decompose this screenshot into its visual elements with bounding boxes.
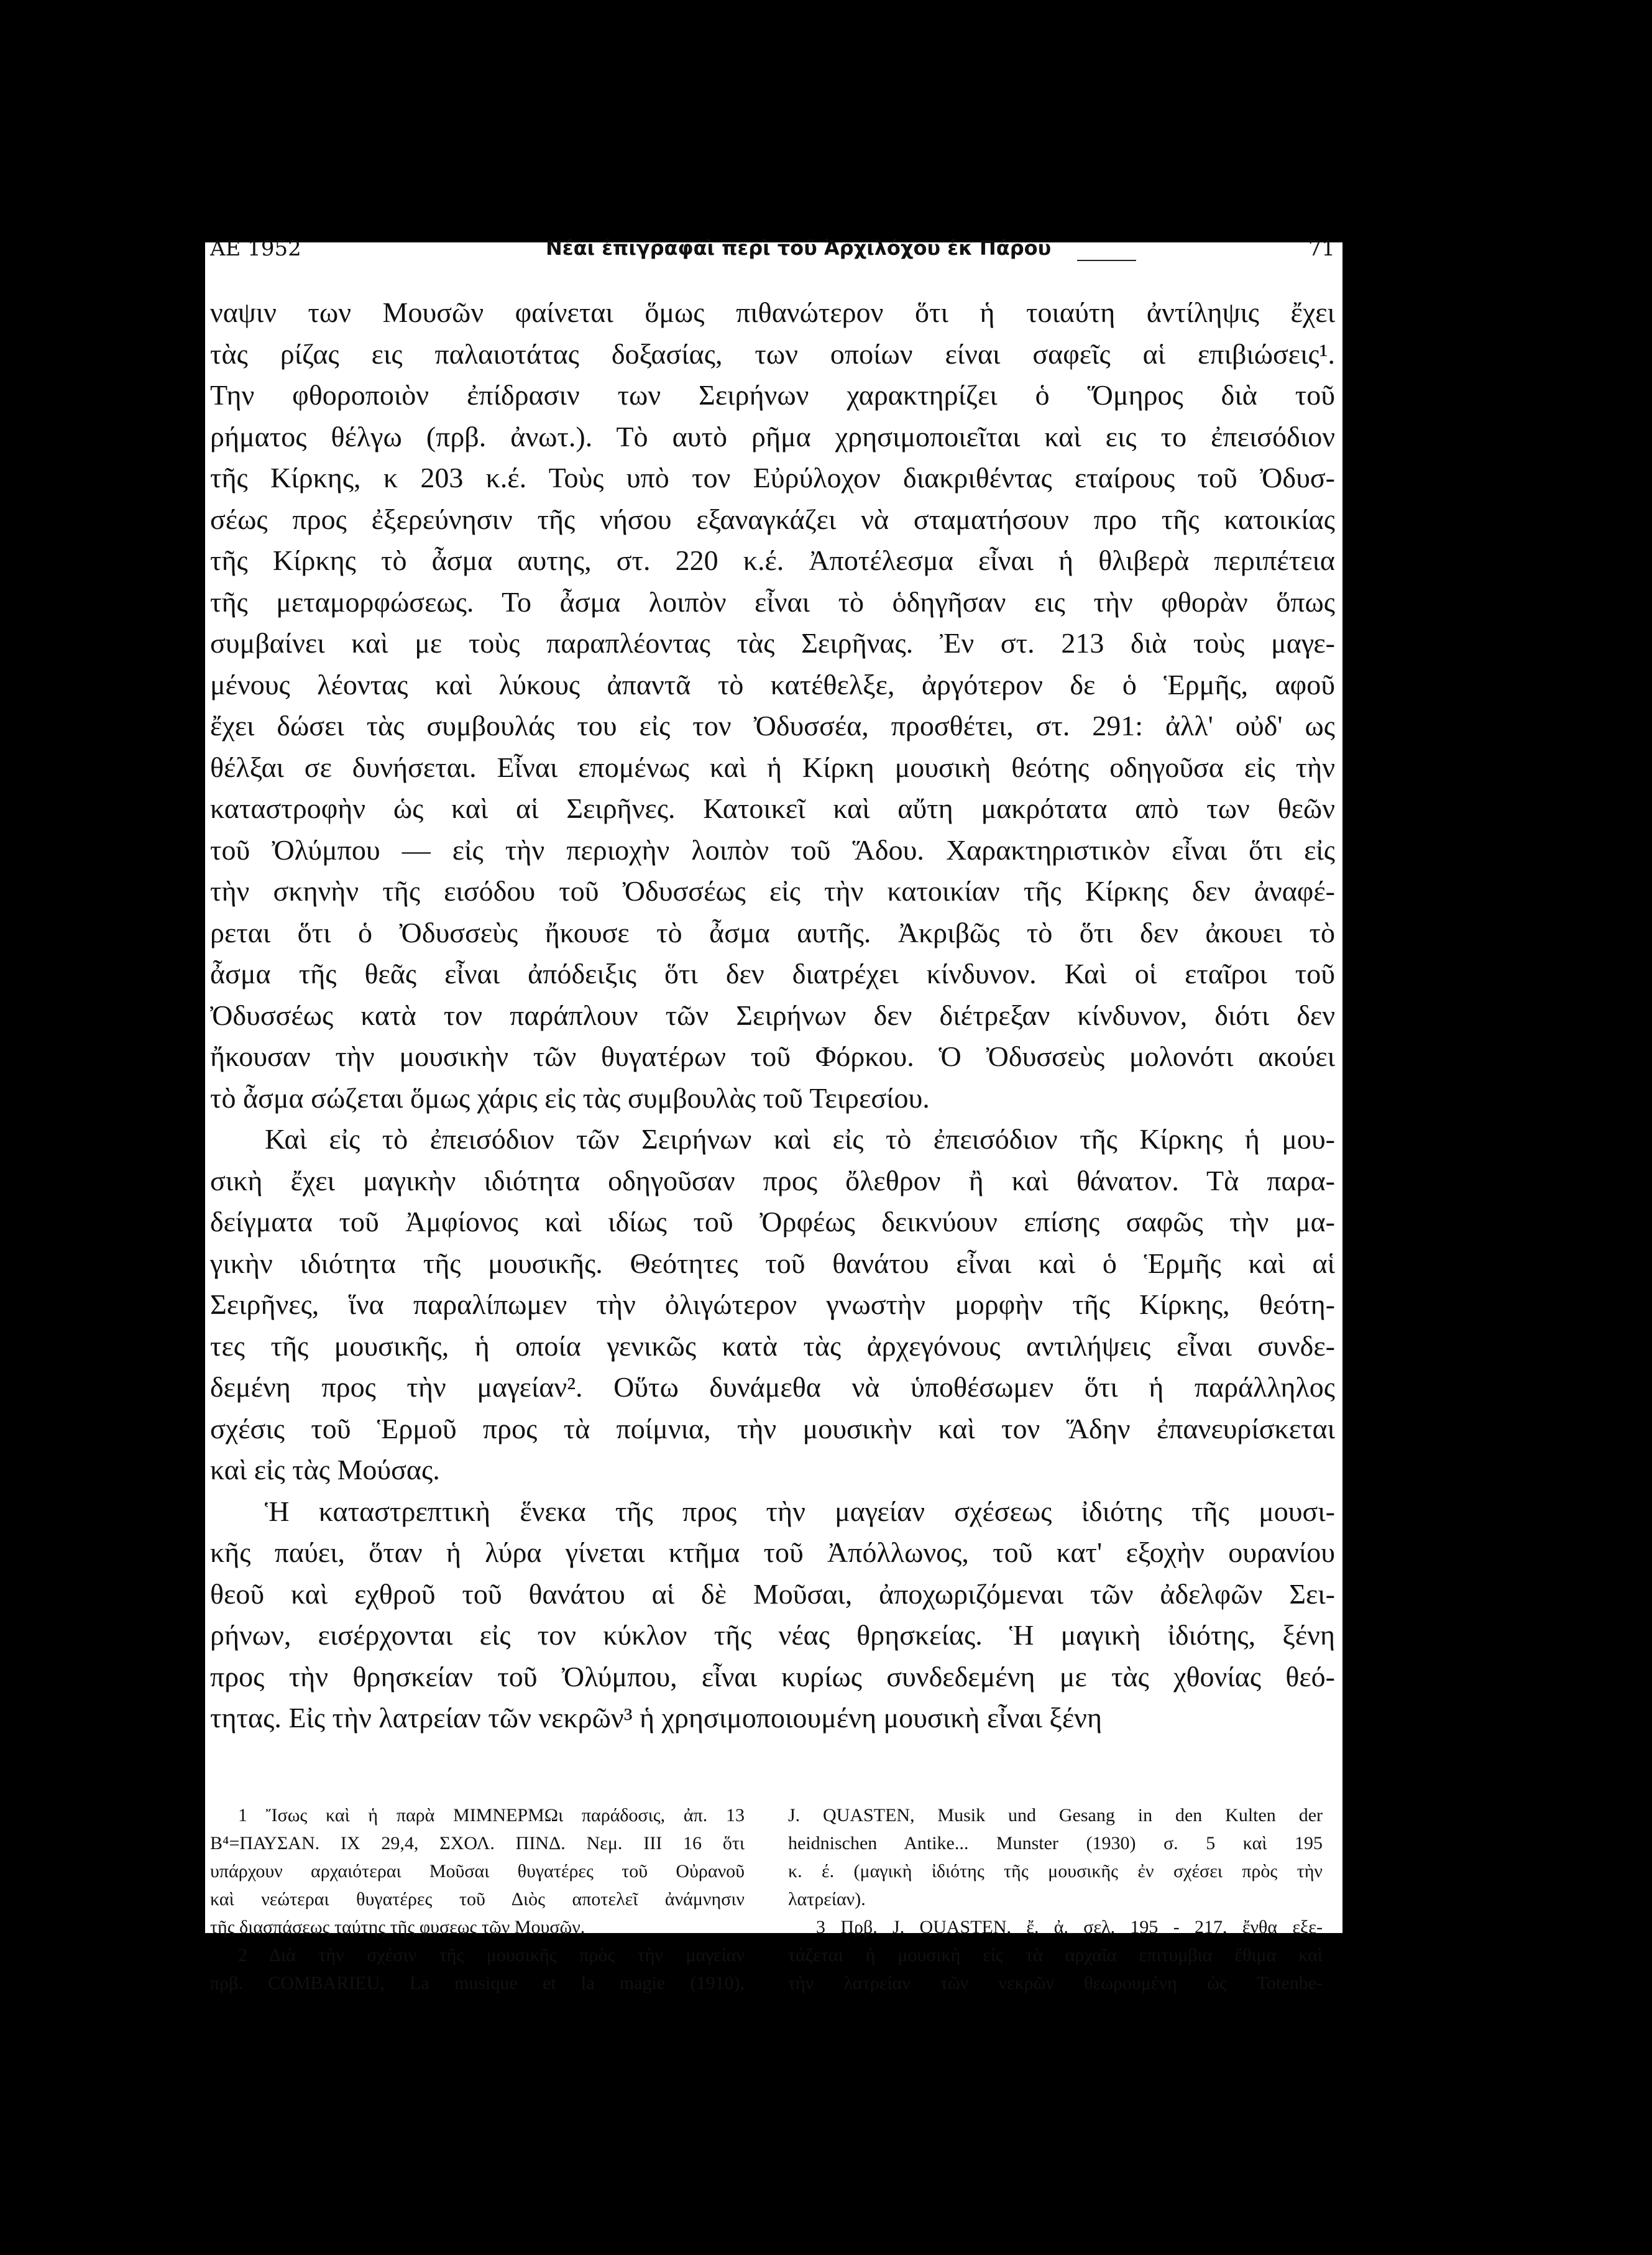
body-line: Ὀδυσσέως κατὰ τον παράπλουν τῶν Σειρήνων δεν διέτρεξαν κίνδυνον, διότι δεν [210, 999, 1335, 1031]
body-line: ρήνων, εισέρχονται εἰς τον κύκλον τῆς νέας θρησκείας. Ἡ μαγικὴ ἰδιότης, ξένη [210, 1619, 1335, 1651]
footnote-line: B⁴=ΠΑΥΣΑΝ. IX 29,4, ΣΧΟΛ. ΠΙΝΔ. Νεμ. III 16 ὅτι [210, 1833, 745, 1853]
body-line: ἔχει δώσει τὰς συμβουλάς του εἰς τον Ὀδυσσέα, προσθέτει, στ. 291: ἀλλ' οὐδ' ως [210, 710, 1335, 742]
body-line: τες τῆς μουσικῆς, ἡ οποία γενικῶς κατὰ τὰς ἀρχεγόνους αντιλήψεις εἶναι συνδε- [210, 1330, 1335, 1362]
footnote-line: πρβ. COMBARIEU, La musique et la magie (1910), [210, 1973, 745, 1993]
footnote-line: 1 Ἴσως καὶ ἡ παρὰ ΜΙΜΝΕΡΜΩι παράδοσις, ἀπ. 13 [238, 1805, 745, 1826]
body-line: γικὴν ιδιότητα τῆς μουσικῆς. Θεότητες τοῦ θανάτου εἶναι καὶ ὁ Ἑρμῆς καὶ αἱ [210, 1247, 1335, 1279]
body-line: Την φθοροποιὸν ἐπίδρασιν των Σειρήνων χαρακτηρίζει ὁ Ὅμηρος διὰ τοῦ [210, 379, 1335, 411]
journal-reference: ΑΕ 1952 [210, 236, 301, 261]
footnote-line: καὶ νεώτεραι θυγατέρες τοῦ Διὸς αποτελεῖ ἀνάμνησιν [210, 1889, 745, 1909]
footnote-line: κ. έ. (μαγικὴ ἰδιότης τῆς μουσικῆς ἐν σχέσει πρὸς τὴν [788, 1861, 1323, 1881]
body-line: δεμένη προς τὴν μαγείαν². Οὕτω δυνάμεθα νὰ ὑποθέσωμεν ὅτι ἡ παράλληλος [210, 1371, 1335, 1403]
body-line: σέως προς ἐξερεύνησιν τῆς νήσου εξαναγκάζει νὰ σταματήσουν προ τῆς κατοικίας [210, 503, 1335, 535]
body-line: τὰς ρίζας εις παλαιοτάτας δοξασίας, των οποίων είναι σαφεῖς αἱ επιβιώσεις¹. [210, 338, 1335, 370]
footnote-line: τάζεται ἡ μουσικὴ εἰς τὰ αρχαῖα επιτυμβια ἔθιμα καὶ [788, 1945, 1323, 1965]
footnote-line: λατρείαν). [788, 1889, 866, 1909]
body-line: ἆσμα τῆς θεᾶς εἶναι ἀπόδειξις ὅτι δεν διατρέχει κίνδυνον. Καὶ οἱ εταῖροι τοῦ [210, 958, 1335, 990]
footnote-line: J. QUASTEN, Musik und Gesang in den Kulten der [788, 1805, 1323, 1826]
body-line: καταστροφὴν ὡς καὶ αἱ Σειρῆνες. Κατοικεῖ καὶ αὔτη μακρότατα απὸ των θεῶν [210, 792, 1335, 824]
body-line: ρήματος θέλγω (πρβ. ἀνωτ.). Τὸ αυτὸ ρῆμα χρησιμοποιεῖται καὶ εις το ἐπεισόδιον [210, 420, 1335, 452]
body-text [210, 292, 1335, 1739]
running-title: Νέαι ἐπιγραφαὶ περὶ τοῦ Ἀρχιλόχου ἐκ Πάρου [546, 236, 1052, 260]
body-line: ρεται ὅτι ὁ Ὀδυσσεὺς ἤκουσε τὸ ἆσμα αυτῆς. Ἀκριβῶς τὸ ὅτι δεν ἀκουει τὸ [210, 916, 1335, 948]
running-header [210, 236, 1335, 267]
body-line: τῆς μεταμορφώσεως. Το ἆσμα λοιπὸν εἶναι τὸ ὁδηγῆσαν εις τὴν φθορὰν ὅπως [210, 586, 1335, 618]
footnotes-right-column [788, 1801, 1323, 1997]
footnotes-left-column [210, 1801, 745, 1997]
footnote-line: 2 Διὰ τὴν σχέσιν τῆς μουσικῆς πρὸς τὴν μαγείαν [238, 1945, 745, 1965]
body-line: προς τὴν θρησκείαν τοῦ Ὀλύμπου, εἶναι κυρίως συνδεδεμένη με τὰς χθονίας θεό- [210, 1660, 1335, 1692]
footnote-line: τῆς διασπάσεως ταύτης τῆς φυσεως τῶν Μουσῶν. [210, 1917, 585, 1937]
body-line: Καὶ εἰς τὸ ἐπεισόδιον τῶν Σειρήνων καὶ εἰς τὸ ἐπεισόδιον τῆς Κίρκης ἡ μου- [265, 1123, 1335, 1155]
body-line: σικὴ ἔχει μαγικὴν ιδιότητα οδηγοῦσαν προς ὄλεθρον ἢ καὶ θάνατον. Τὰ παρα- [210, 1164, 1335, 1196]
body-line: θεοῦ καὶ εχθροῦ τοῦ θανάτου αἱ δὲ Μοῦσαι, ἀποχωριζόμεναι τῶν ἀδελφῶν Σει- [210, 1578, 1335, 1610]
footnote-line: heidnischen Antike... Munster (1930) σ. 5 καὶ 195 [788, 1833, 1323, 1853]
footnote-line: υπάρχουν αρχαιότεραι Μοῦσαι θυγατέρες τοῦ Οὐρανοῦ [210, 1861, 745, 1881]
body-line: ἤκουσαν τὴν μουσικὴν τῶν θυγατέρων τοῦ Φόρκου. Ὁ Ὀδυσσεὺς μολονότι ακούει [210, 1040, 1335, 1072]
body-line: Ἡ καταστρεπτικὴ ἕνεκα τῆς προς τὴν μαγείαν σχέσεως ἰδιότης τῆς μουσι- [265, 1495, 1335, 1527]
body-line: τῆς Κίρκης, κ 203 κ.έ. Τοὺς υπὸ τον Εὐρύλοχον διακριθέντας εταίρους τοῦ Ὀδυσ- [210, 462, 1335, 494]
body-line: κῆς παύει, ὅταν ἡ λύρα γίνεται κτῆμα τοῦ Ἀπόλλωνος, τοῦ κατ' εξοχὴν ουρανίου [210, 1536, 1335, 1568]
page-number: 71 [1308, 236, 1335, 261]
footnote-line: 3 Πρβ. J. QUASTEN, ἔ. ἀ. σελ. 195 - 217, ἔνθα εξε- [816, 1917, 1323, 1937]
body-line: τὸ ἆσμα σώζεται ὅμως χάρις εἰς τὰς συμβουλὰς τοῦ Τειρεσίου. [210, 1082, 930, 1114]
body-line: τοῦ Ὀλύμπου — εἰς τὴν περιοχὴν λοιπὸν τοῦ Ἅδου. Χαρακτηριστικὸν εἶναι ὅτι εἰς [210, 834, 1335, 866]
body-line: καὶ εἰς τὰς Μούσας. [210, 1454, 440, 1486]
footnote-line: τὴν λατρείαν τῶν νεκρῶν θεωρουμένη ὡς Totenbe- [788, 1973, 1323, 1993]
body-line: ναψιν των Μουσῶν φαίνεται ὅμως πιθανώτερον ὅτι ἡ τοιαύτη ἀντίληψις ἔχει [210, 296, 1335, 328]
body-line: τητας. Εἰς τὴν λατρείαν τῶν νεκρῶν³ ἡ χρησιμοποιουμένη μουσικὴ εἶναι ξένη [210, 1702, 1103, 1734]
body-line: τῆς Κίρκης τὸ ἆσμα αυτης, στ. 220 κ.έ. Ἀποτέλεσμα εἶναι ἡ θλιβερὰ περιπέτεια [210, 544, 1335, 576]
body-line: συμβαίνει καὶ με τοὺς παραπλέοντας τὰς Σειρῆνας. Ἐν στ. 213 διὰ τοὺς μαγε- [210, 627, 1335, 659]
body-line: δείγματα τοῦ Ἀμφίονος καὶ ιδίως τοῦ Ὀρφέως δεικνύουν επίσης σαφῶς τὴν μα- [210, 1206, 1335, 1238]
header-rule [1077, 260, 1136, 261]
body-line: μένους λέοντας καὶ λύκους ἀπαντᾶ τὸ κατέθελξε, ἀργότερον δε ὁ Ἑρμῆς, αφοῦ [210, 668, 1335, 700]
body-line: τὴν σκηνὴν τῆς εισόδου τοῦ Ὀδυσσέως εἰς τὴν κατοικίαν τῆς Κίρκης δεν ἀναφέ- [210, 875, 1335, 907]
body-line: θέλξαι σε δυνήσεται. Εἶναι επομένως καὶ ἡ Κίρκη μουσικὴ θεότης οδηγοῦσα εἰς τὴν [210, 751, 1335, 783]
body-line: σχέσις τοῦ Ἑρμοῦ προς τὰ ποίμνια, τὴν μουσικὴν καὶ τον Ἅδην ἐπανευρίσκεται [210, 1412, 1335, 1444]
body-line: Σειρῆνες, ἵνα παραλίπωμεν τὴν ὀλιγώτερον γνωστὴν μορφὴν τῆς Κίρκης, θεότη- [210, 1288, 1335, 1320]
